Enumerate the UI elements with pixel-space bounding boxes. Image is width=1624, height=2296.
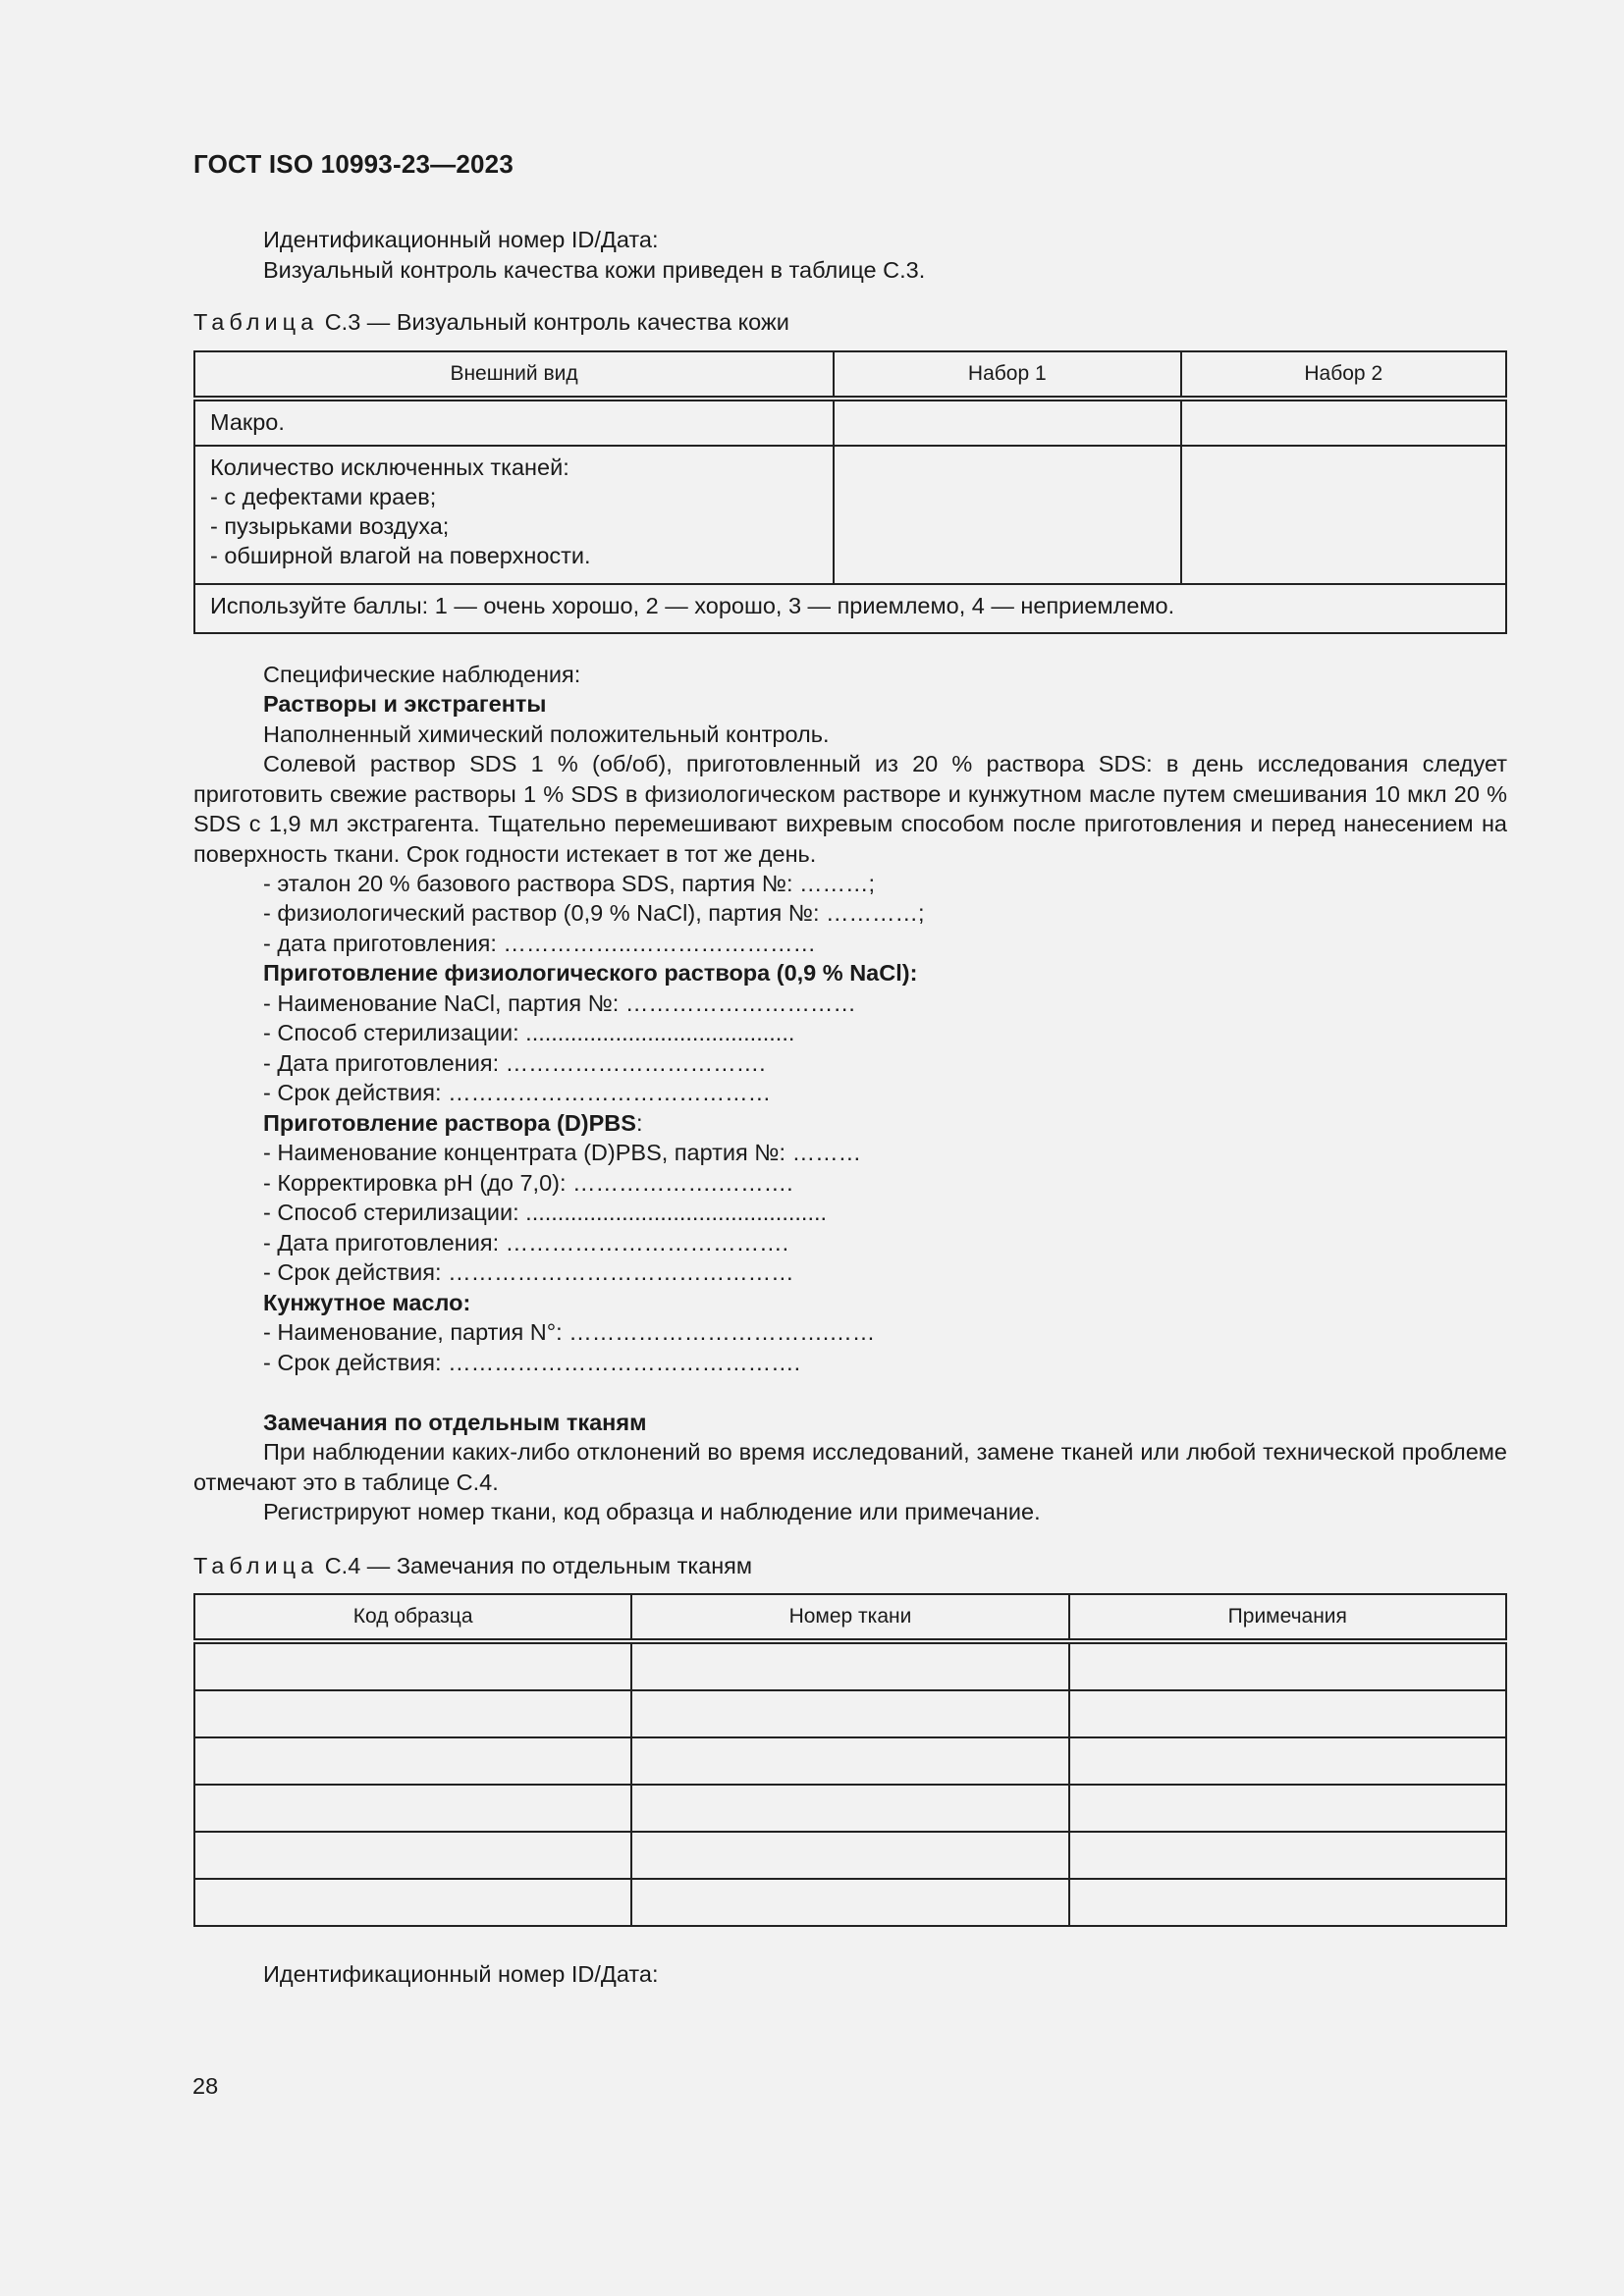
pbs-heading bbox=[263, 1108, 642, 1139]
list-item: - Дата приготовления: ……………………………. bbox=[263, 1050, 766, 1076]
table-cell bbox=[194, 1785, 631, 1832]
remarks-paragraph bbox=[193, 1437, 1507, 1497]
table-cell bbox=[631, 1832, 1068, 1879]
table-row bbox=[194, 1879, 1506, 1926]
table-caption-text: С.3 — Визуальный контроль качества кожи bbox=[324, 309, 789, 335]
cell-line: - пузырьками воздуха; bbox=[210, 513, 450, 539]
sds-paragraph bbox=[193, 749, 1507, 869]
observations-title: Специфические наблюдения: bbox=[263, 662, 581, 687]
table-c3 bbox=[193, 350, 1507, 634]
table-cell bbox=[194, 1832, 631, 1879]
table-cell bbox=[194, 446, 834, 584]
table-cell bbox=[631, 1785, 1068, 1832]
solutions-heading: Растворы и экстрагенты bbox=[263, 691, 547, 717]
table-cell bbox=[834, 399, 1180, 446]
table-cell bbox=[1069, 1690, 1506, 1737]
table-row bbox=[194, 1690, 1506, 1737]
table-cell: Макро. bbox=[194, 399, 834, 446]
table-row bbox=[194, 1785, 1506, 1832]
table-header: Код образца bbox=[194, 1594, 631, 1641]
table-cell bbox=[194, 1737, 631, 1785]
table-caption-label: Таблица bbox=[193, 309, 319, 335]
remarks-heading: Замечания по отдельным тканям bbox=[263, 1410, 647, 1435]
list-item: - Наименование, партия N°: …………………………….…… bbox=[263, 1319, 876, 1345]
table-cell bbox=[1181, 399, 1506, 446]
list-item: - Срок действия: …………………………………… bbox=[263, 1080, 772, 1105]
visual-control-line: Визуальный контроль качества кожи приведен в таблице С.3. bbox=[263, 257, 926, 283]
list-item: - эталон 20 % базового раствора SDS, партия №: ………; bbox=[263, 871, 876, 896]
positive-control-line: Наполненный химический положительный контроль. bbox=[263, 721, 830, 747]
table-header: Номер ткани bbox=[631, 1594, 1068, 1641]
table-header: Набор 1 bbox=[834, 351, 1180, 399]
table-cell bbox=[1069, 1879, 1506, 1926]
cell-line: Количество исключенных тканей: bbox=[210, 454, 569, 480]
table-cell bbox=[1069, 1832, 1506, 1879]
list-item: - Наименование NaCl, партия №: ………………………… bbox=[263, 990, 856, 1016]
table-row bbox=[194, 1641, 1506, 1690]
remarks-paragraph-text: При наблюдении каких-либо отклонений во время исследований, замене тканей или любой технической проблеме отмечают это в таблице С.4. bbox=[193, 1439, 1507, 1495]
table-cell bbox=[631, 1641, 1068, 1690]
table-cell bbox=[1069, 1737, 1506, 1785]
list-item: - дата приготовления: ……………..…………………… bbox=[263, 931, 816, 956]
table-cell bbox=[631, 1879, 1068, 1926]
table-cell bbox=[631, 1690, 1068, 1737]
list-item: - физиологический раствор (0,9 % NaCl), партия №: …………; bbox=[263, 900, 925, 926]
list-item: - Способ стерилизации: .......................................... bbox=[263, 1020, 795, 1045]
table-c3-caption bbox=[193, 307, 789, 337]
table-footer-note: Используйте баллы: 1 — очень хорошо, 2 — хорошо, 3 — приемлемо, 4 — неприемлемо. bbox=[194, 584, 1506, 633]
closing-id-date-line: Идентификационный номер ID/Дата: bbox=[263, 1961, 659, 1987]
table-cell bbox=[1181, 446, 1506, 584]
list-item: - Наименование концентрата (D)PBS, партия №: ……… bbox=[263, 1140, 862, 1165]
table-row bbox=[194, 1737, 1506, 1785]
table-cell bbox=[1069, 1785, 1506, 1832]
table-caption-label: Таблица bbox=[193, 1553, 319, 1578]
cell-line: - обширной влагой на поверхности. bbox=[210, 543, 591, 568]
list-item: - Срок действия: ……………………………………… bbox=[263, 1259, 794, 1285]
pbs-heading-text: Приготовление раствора (D)PBS bbox=[263, 1110, 636, 1136]
table-header: Примечания bbox=[1069, 1594, 1506, 1641]
list-item: - Корректировка pH (до 7,0): ……………….………. bbox=[263, 1170, 793, 1196]
page-number: 28 bbox=[192, 2073, 219, 2099]
register-line: Регистрируют номер ткани, код образца и наблюдение или примечание. bbox=[263, 1499, 1041, 1524]
table-cell bbox=[834, 446, 1180, 584]
list-item: - Способ стерилизации: ............................................... bbox=[263, 1200, 828, 1225]
table-header: Набор 2 bbox=[1181, 351, 1506, 399]
table-cell bbox=[194, 1641, 631, 1690]
table-cell bbox=[631, 1737, 1068, 1785]
table-c4 bbox=[193, 1593, 1507, 1927]
table-c4-caption bbox=[193, 1551, 752, 1580]
list-item: - Срок действия: ………………………………………. bbox=[263, 1350, 801, 1375]
table-row bbox=[194, 1832, 1506, 1879]
sds-paragraph-text: Солевой раствор SDS 1 % (об/об), приготовленный из 20 % раствора SDS: в день исследования следует приготовить свежие растворы 1 % SDS в физиологическом растворе и кунжутном масле путем смешивания 10 мкл 20 % SDS с 1,9 мл экстрагента. Тщательно перемешивают вихревым способом после приготовления и перед нанесением на поверхность ткани. Срок годности истекает в тот же день. bbox=[193, 751, 1507, 867]
pbs-heading-colon: : bbox=[635, 1110, 643, 1136]
saline-heading: Приготовление физиологического раствора (0,9 % NaCl): bbox=[263, 960, 918, 986]
table-header: Внешний вид bbox=[194, 351, 834, 399]
table-cell bbox=[194, 1690, 631, 1737]
list-item: - Дата приготовления: ………………………………. bbox=[263, 1230, 789, 1255]
oil-heading: Кунжутное масло: bbox=[263, 1290, 471, 1315]
cell-line: - с дефектами краев; bbox=[210, 484, 437, 509]
id-date-line: Идентификационный номер ID/Дата: bbox=[263, 227, 659, 252]
table-cell bbox=[194, 1879, 631, 1926]
table-caption-text: С.4 — Замечания по отдельным тканям bbox=[324, 1553, 753, 1578]
table-cell bbox=[1069, 1641, 1506, 1690]
document-header: ГОСТ ISO 10993-23—2023 bbox=[193, 149, 514, 179]
